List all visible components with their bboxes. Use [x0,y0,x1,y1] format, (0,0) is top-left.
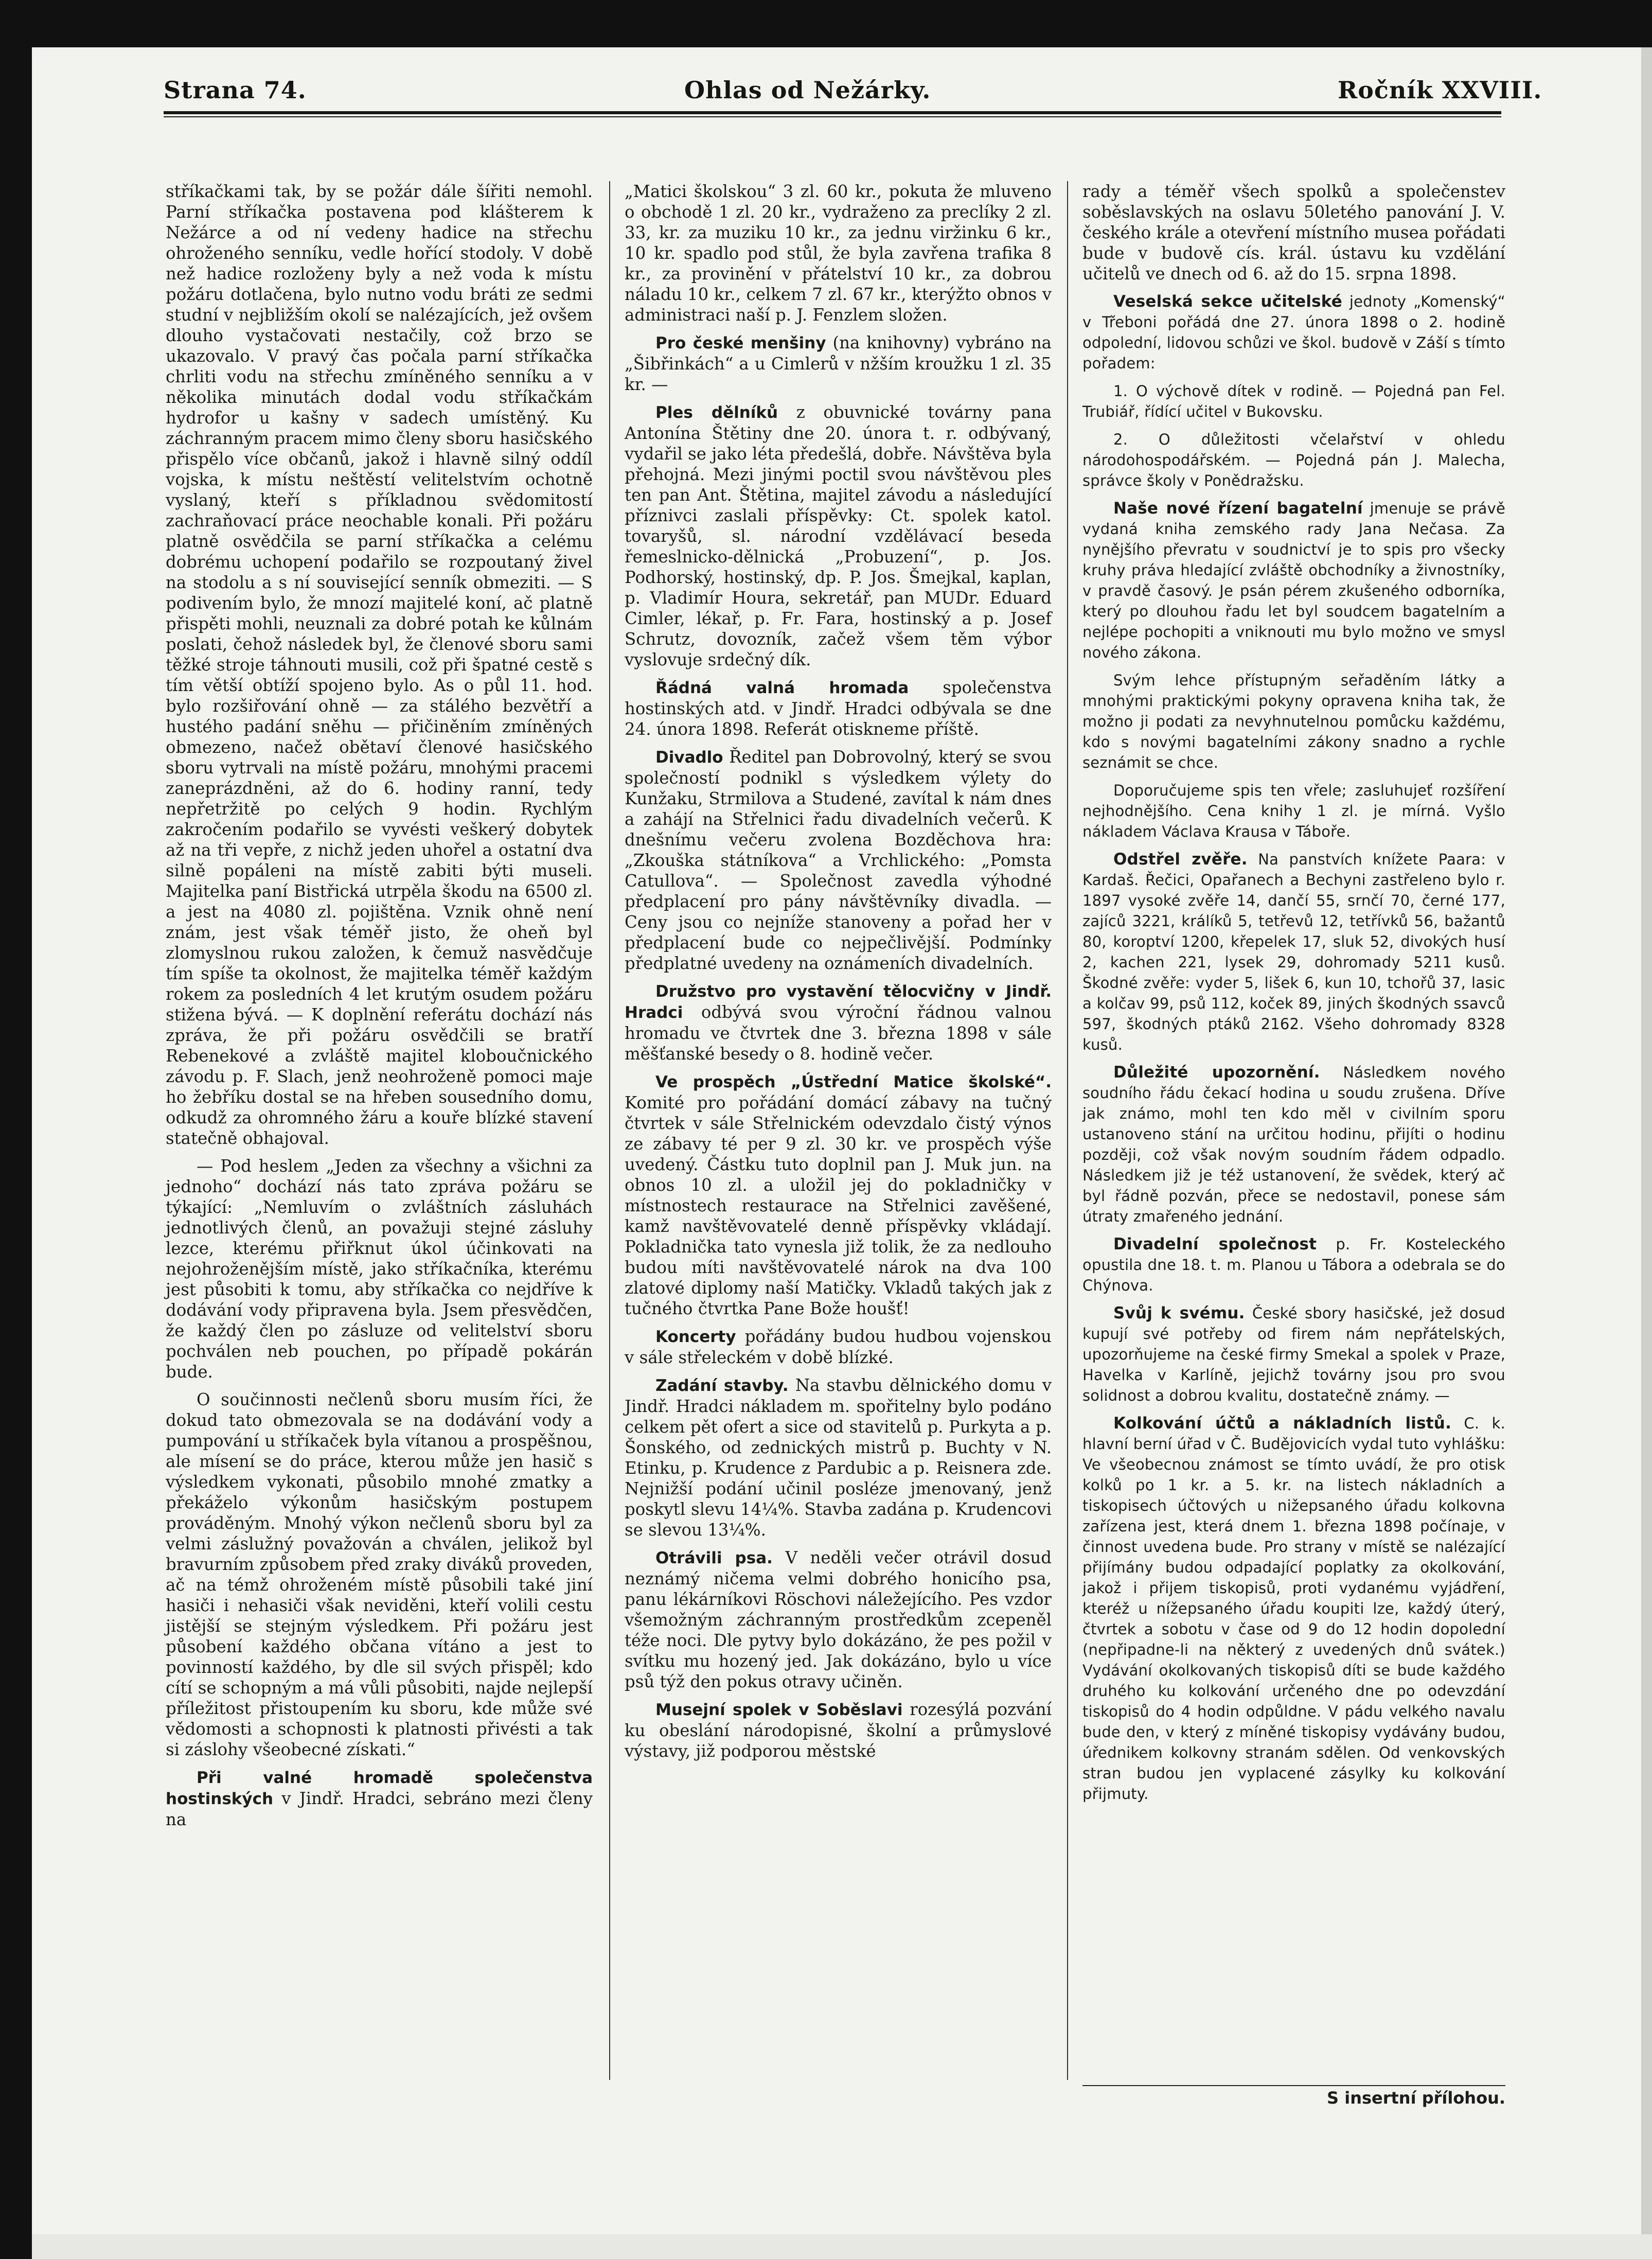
article-heading: Ples dělníků [655,403,778,422]
article-heading: Naše nové řízení bagatelní [1113,499,1363,518]
article-heading: Důležité upozornění. [1113,1063,1320,1082]
article [1082,1413,1505,1804]
list-item: 2. O důležitosti včelařství v ohledu národohospodářském. — Pojedná pán J. Malecha, správce školy v Ponědražsku. [1082,431,1505,489]
article [1082,1062,1505,1227]
article-heading: Zadání stavby. [655,1376,789,1395]
column-3 [1082,181,1505,1811]
column-divider [1067,181,1068,2080]
article-heading: Svůj k svému. [1113,1304,1245,1322]
article-text: O součinnosti nečlenů sboru musím říci, že dokud tato obmezovala se na dodávání vody a pumpování u stříkaček byla vítanou a prospěšnou, ale mísení se do práce, kterou může jen hasič s výsledkem vykonati, působilo mnohé zmatky a překáželo výkonům hasičským postupem prováděným. Mnohý výkon nečlenů sboru byl za velmi záslužný považován a chválen, jelikož byl bravurním způsobem před zraky diváků proveden, ač na témž ohroženém místě působili také jiní hasiči i nehasiči však neviděni, kteří volili cestu jistější se stejným výsledkem. Při požáru jest působení každého občana vítáno a jest to povinností každého, by dle sil svých přispěl; kdo cítí se schopným a má vůli působiti, najde nejlepší příležitost přistoupením ku sboru, kde může své vědomosti a schopnosti k platnosti přivésti a tak si záslohy všeobecné získati.“ [166,1390,593,1759]
page-edge-shadow [1641,47,1652,2259]
article-text: Ředitel pan Dobrovolný, který se svou společností podnikl s výsledkem výlety do Kunžaku, Strmilova a Studené, zavítal k nám dnes a zahájí na Střelnici řadu divadelních večerů. K dnešnímu večeru zvolena Bozděchova hra: „Zkouška státníkova“ a Vrchlického: „Pomsta Catullova“. — Společnost zavedla výhodné předplacení pro pány návštěvníky divadla. — Ceny jsou co nejníže stanoveny a pořad her v předplacení bude co nejpečlivější. Podmínky předplatné uvedeny na oznámeních divadelních. [625,747,1052,973]
article [1082,1234,1505,1296]
article-heading: Řádná valná hromada [655,679,909,697]
article-text: České sbory hasičské, jež dosud kupují své potřeby od firem nám nepřátelských, upozorňujeme na české firmy Smekal a spolek v Praze, Havelka v Karlíně, jejichž továrny jsou pro svou solidnost a dobrou kvalitu, dostatečně známy. — [1082,1304,1505,1404]
article [625,332,1052,395]
article-text: Svým lehce přístupným seřaděním látky a mnohými praktickými pokyny opravena kniha tak, že možno ji podati za nevyhnutelnou pomůcku každému, kdo s novými bagatelními zákony snadno a rychle seznámit se chce. [1082,672,1505,771]
page-bottom-margin [32,2234,1652,2259]
article-text: v Jindř. Hradci, sebráno mezi členy na [166,1789,593,1829]
article-heading: Pro české menšiny [655,334,826,352]
article-heading: Divadelní společnost [1113,1235,1317,1254]
article-heading: Divadlo [655,748,723,767]
article-heading: Kolkování účtů a nákladních listů. [1113,1414,1452,1433]
supplement-note: S insertní přílohou. [1327,2088,1505,2108]
column-1 [166,181,593,1837]
article-text: společenstva hostinských atd. v Jindř. Hradci odbývala se dne 24. února 1898. Referát otiskneme příště. [625,678,1052,739]
article-text: (na knihovny) vybráno na „Šibřinkách“ a u Cimlerů v nžším kroužku 1 zl. 35 kr. — [625,333,1052,394]
article [1082,291,1505,374]
column-2 [625,181,1052,1769]
article-text: jmenuje se právě vydaná kniha zemského rady Jana Nečasa. Za nynějšího převratu v soudnictví je to spis pro všecky kruhy práva hledající zvláště obchodníky a živnostníky, v pravdě časový. Je psán pérem zkušeného odborníka, který po dlouhou řadu let byl soudcem bagatelním a nejlépe pochopiti a vniknouti mu bylo možno ve smysl nového zákona. [1082,500,1506,661]
article-heading: Družstvo pro vystavění tělocvičny v Jindř. Hradci [625,982,1052,1022]
article-heading: Musejní spolek v Soběslavi [655,1701,903,1719]
article [166,1767,593,1830]
article-text: — Pod heslem „Jeden za všechny a všichni za jednoho“ dochází nás tato zpráva požáru se týkající: „Nemluvím o zvláštních zásluhách jednotlivých členů, an považuji stejné zásluhy lezce, kterému přiřknut úkol účinkovati na nejohroženějším místě, jako stříkačníka, kterému jest působiti k tomu, aby stříkačka co nejdříve k dodávání vody připravena byla. Jsem přesvědčen, že každý člen po zásluze od velitelství sboru pochválen neb pouchen, po případě pokárán bude. [166,1156,593,1382]
article-heading: Odstřel zvěře. [1113,850,1248,869]
header-rule-thick [164,111,1501,114]
article [1082,849,1505,1055]
article [625,1699,1052,1761]
article-text: jednoty „Komenský“ v Třeboni pořádá dne 27. února 1898 o 2. hodině odpolední, lidovou schůzi ve škol. budově v Záší s tímto pořadem: [1082,293,1505,372]
article-text: p. Fr. Kosteleckého opustila dne 18. t. m. Planou u Tábora a odebrala se do Chýnova. [1082,1236,1506,1294]
article-heading: Veselská sekce učitelské [1113,292,1343,311]
article [625,1326,1052,1368]
article-text: Doporučujeme spis ten vřele; zasluhujeť rozšíření nejhodnějšího. Cena knihy 1 zl. je mírná. Vyšlo nákladem Václava Krausa v Táboře. [1082,782,1505,840]
article-text: stříkačkami tak, by se požár dále šířiti nemohl. Parní stříkačka postavena pod klášterem k Nežárce a od ní vedeny hadice na střechu ohroženého senníku, vedle hořící stodoly. V době než hadice rozloženy byly a než voda k místu požáru dotlačena, bylo nutno vodu bráti ze sedmi studní v nejbližším okolí se nalézajících, jež ovšem dlouho vystačovati nestačily, což brzo se ukazovalo. V pravý čas počala parní stříkačka chrliti vodu na střechu zmíněného senníku a v několika minutách dodal vodu stříkačkám hydrofor u kašny v sadech umístěný. Ku záchranným pracem mimo členy sboru hasičského přispělo více občanů, jakož i hlavně silný oddíl vojska, k místu neštěstí velitelstvím ochotně vyslaný, kteří s příkladnou svědomitostí zachraňovací práce neochable konali. Při požáru platně osvědčila se parní stříkačka a celému dobrému uchopení podařilo se rozpoutaný živel na stodolu a s ní související senník obmeziti. — S podivením bylo, že mnozí majitelé koní, ač platně přispěti mohli, neuznali za dobré potah ke kůlnám poslati, čehož následek byl, že členové sboru sami těžké stroje táhnouti musili, což při špatné cestě s tím větší obtíží spojeno bylo. As o půl 11. hod. bylo rozšiřování ohně — za stálého bezvětří a hustého padání sněhu — přičiněním zmíněných obmezeno, načež obětaví členové hasičského sboru vytrvali na místě požáru, mnohými pracemi zaneprázdněni, až do 6. hodiny ranní, tedy nepřetržitě po celých 9 hodin. Rychlým zakročením podařilo se vyvésti veškerý dobytek až na tři vepře, z nichž jeden uhořel a ostatní dva silně popáleni na místě zabiti býti museli. Majitelka paní Bistřická utrpěla škodu na 6500 zl. a jest na 4080 zl. pojištěna. Vznik ohně není znám, jest však téměř jisto, že oheň byl zlomyslnou rukou založen, k čemuž nasvědčuje tím spíše ta okolnost, že majitelka téměř každým rokem za posledních 4 let krutým osudem požáru stižena bývá. — K doplnění referátu dochází nás zpráva, že při požáru osvědčili se bratří Rebenekové a zvláště majitel kloboučnického závodu p. F. Slach, jenž neohroženě pomoci maje ho žebříku dostal se na hřeben sousedního domu, odkudž za ohromného žáru a kouře blízké stavení statečně obhajoval. [166,182,593,1148]
article-text: Následkem nového soudního řádu čekací hodina u soudu zrušena. Dříve jak známo, mohl ten kdo měl v civilním sporu ustanoveno stání na určitou hodinu, přijíti o hodinu později, což však novým soudním řádem odpadlo. Následkem již je též ustanovení, že svědek, který ač byl řádně pozván, přece se nedostavil, ponese sám útraty zmařeného jednání. [1082,1064,1505,1225]
header-rule-thin [164,116,1501,117]
article-text: pořádány budou hudbou vojenskou v sále střeleckém v době blízké. [625,1327,1052,1367]
article [625,1071,1052,1319]
column-divider [609,181,610,2080]
article [1082,498,1505,663]
article-heading: Při valné hromadě společenstva hostinských [166,1769,593,1808]
article [625,1547,1052,1692]
page-number: Strana 74. [164,76,307,104]
article [625,1375,1052,1540]
article-text: Na panstvích knížete Paara: v Kardaš. Řečici, Opařanech a Bechyni zastřeleno bylo r. 1897 vysoké zvěře 14, dančí 55, srnčí 70, černé 177, zajíců 3221, králíků 5, tetřevů 12, tetřívků 56, bažantů 80, koroptví 1200, křepelek 17, sluk 52, divokých husí 2, kachen 221, lysek 29, dohromady 5211 kusů. Škodné zvěře: vyder 5, lišek 6, kun 10, tchořů 37, lasic a kolčav 99, psů 112, koček 89, jiných škodných ssavců 597, škodných ptáků 2162. Všeho dohromady 8328 kusů. [1082,851,1505,1053]
article-text: C. k. hlavní berní úřad v Č. Budějovicích vydal tuto vyhlášku: Ve všeobecnou známost se tímto uvádí, že pro otisk kolků po 1 kr. a 5. kr. na listech nákladních a tiskopisech účtových u nižepsaného úřadu kolkovna zařízena jest, která dnem 1. března 1898 počínaje, v činnost uvedena bude. Pro strany v místě se nalézající přijímány budou odpadající poplatky za okolkování, jakož i přijem tiskopisů, proti vydanému vyjádření, kteréž u nížepsaného úřadu koupiti lze, každý úterý, čtvrtek a sobotu v čase od 9 do 12 hodin dopolední (nepřipadne-li na některý z uvedených dnů svátek.) Vydávání okolkovaných tiskopisů díti se bude každého druhého ku kolkování určeného dne po odevzdání tiskopisů do 4 hodin odpůldne. V pádu velkého navalu bude den, v který z míněné tiskopisy vydávány budou, úřednikem kolkovny stranám sdělen. Od venkovských stran budou jen vyplacené zásylky ku kolkování přijmuty. [1082,1415,1506,1803]
article-text: Komité pro pořádání domácí zábavy na tučný čtvrtek v sále Střelnickém odevzdalo čistý výnos ze zábavy té per 9 zl. 30 kr. ve prospěch výše uvedený. Částku tuto doplnil pan J. Muk jun. na obnos 10 zl. a uložil jej do pokladničky v místnostech restaurace na Střelnici zavěšené, kamž navštěvovatelé denně příspěvky vkládají. Pokladnička tato vynesla již tolik, že za nedlouho budou míti navštěvovatelé nárok na dva 100 zlatové diplomy naší Matičky. Vkladů takých jak z tučného čtvrtka Pane Bože houšť! [625,1093,1052,1318]
article [625,402,1052,670]
article-text: odbývá svou výroční řádnou valnou hromadu ve čtvrtek dne 3. března 1898 v sále měšťanské besedy o 8. hodině večer. [625,1002,1052,1064]
article [625,747,1052,974]
article-heading: Koncerty [655,1328,736,1346]
article [1082,1303,1505,1406]
newspaper-title: Ohlas od Nežárky. [684,76,931,104]
volume-number: Ročník XXVIII. [1338,76,1542,104]
article-text: rady a téměř všech spolků a společenstev soběslavských na oslavu 50letého panování J. V. českého krále a otevření místního musea pořádati bude v budově cís. král. ústavu ku vzdělání učitelů ve dnech od 6. až do 15. srpna 1898. [1082,182,1505,284]
article [625,981,1052,1064]
footer-rule [1082,2085,1505,2086]
article-heading: Ve prospěch „Ústřední Matice školské“. [655,1073,1052,1091]
article-text: V neděli večer otrávil dosud neznámý ničema velmi dobrého honicího psa, panu lékárníkovi Röschovi náležejícího. Pes vzdor všemožným záchranným prostředkům zcepeněl téže noci. Dle pytvy bylo dokázáno, že pes požil v svítku mu hozený jed. Jak dokázáno, bylo u více psů týž den pokus otravy učiněn. [625,1548,1052,1691]
article [625,677,1052,739]
article-text: rozesýlá pozvání ku obeslání národopisné, školní a průmyslové výstavy, již podporou městské [625,1700,1052,1761]
article-text: „Matici školskou“ 3 zl. 60 kr., pokuta že mluveno o obchodě 1 zl. 20 kr., vydraženo za preclíky 2 zl. 33, kr. za muziku 10 kr., za jednu viržinku 6 kr., 10 kr. spadlo pod stůl, že byla zavřena trafika 8 kr., za provinění v přátelství 10 kr., za dobrou náladu 10 kr., celkem 7 zl. 67 kr., kterýžto obnos v administraci naší p. J. Fenzlem složen. [625,182,1052,325]
article-heading: Otrávili psa. [655,1549,773,1567]
article-text: Na stavbu dělnického domu v Jindř. Hradci nákladem m. spořitelny bylo podáno celkem pět ofert a sice od stavitelů p. Purkyta a p. Šonského, od zednických mistrů p. Buchty v N. Etinku, p. Krudence z Pardubic a p. Reisnera zde. Nejnižší podání učinil posléze jmenovaný, jenž poskytl slevu 14¼%. Stavba zadána p. Krudencovi se slevou 13¼%. [625,1375,1052,1540]
article-text: z obuvnické továrny pana Antonína Štětiny dne 20. února t. r. odbývaný, vydařil se jako léta předešlá, dobře. Návštěva byla přehojná. Mezi jinými poctil svou návštěvou ples ten pan Ant. Štětina, majitel závodu a následující příznivci zaslali příspěvky: Ct. spolek katol. tovaryšů, sl. národní vzdělávací beseda řemeslnicko-dělnická „Probuzení“, p. Jos. Podhorský, hostinský, dp. P. Jos. Šmejkal, kaplan, p. Vladimír Houra, sekretář, pan MUDr. Eduard Cimler, lékař, p. Fr. Fara, hostinský a p. Josef Schrutz, dovozník, začež všem těm výbor vyslovuje srdečný dík. [625,402,1052,669]
list-item: 1. O výchově dítek v rodině. — Pojedná pan Fel. Trubiář, řídící učitel v Bukovsku. [1082,382,1505,420]
